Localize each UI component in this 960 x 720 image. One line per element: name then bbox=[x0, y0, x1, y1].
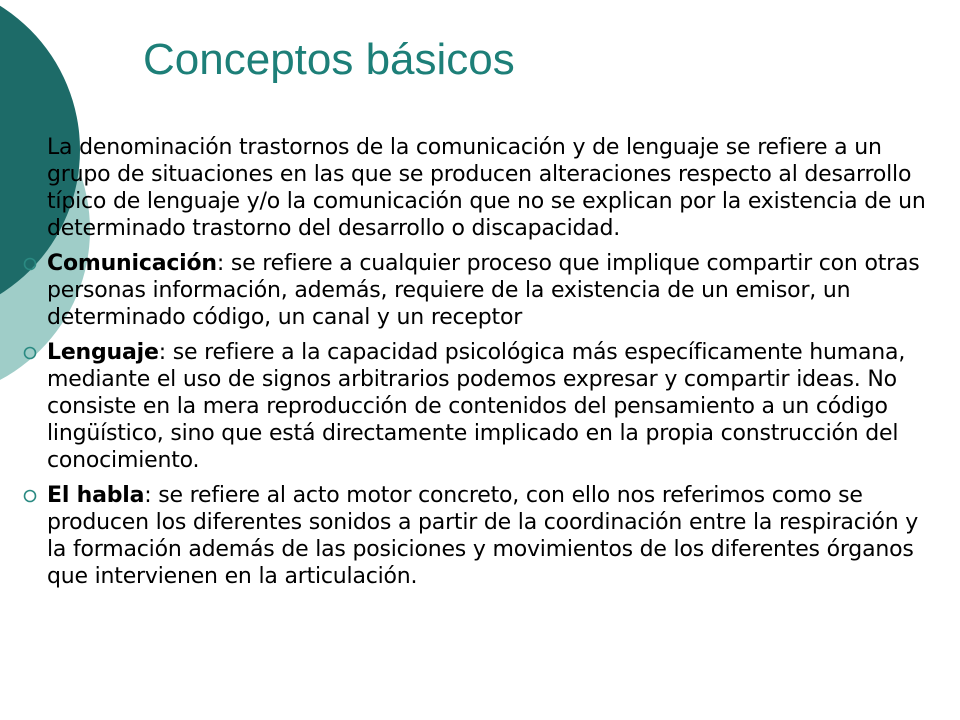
ring-bullet-icon bbox=[22, 345, 38, 361]
item-text: : se refiere a cualquier proceso que implique compartir con otras personas información, además, requiere de la existencia de un emisor, un determinado código, un canal y un receptor bbox=[47, 251, 920, 330]
list-item-intro bbox=[22, 134, 942, 242]
concept-list bbox=[22, 134, 942, 598]
item-text: : se refiere a la capacidad psicológica más específicamente humana, mediante el uso de signos arbitrarios podemos expresar y compartir ideas. No consiste en la mera reproducción de contenidos del pensamiento a un código lingüístico, sino que está directamente implicado en la propia construcción del conocimiento. bbox=[47, 340, 906, 473]
item-term: Lenguaje bbox=[47, 340, 159, 365]
ring-bullet-icon bbox=[22, 488, 38, 504]
list-item-lenguaje bbox=[22, 339, 942, 474]
item-text: : se refiere al acto motor concreto, con ello nos referimos como se producen los diferentes sonidos a partir de la coordinación entre la respiración y la formación además de las posiciones y movimientos de los diferentes órganos que intervienen en la articulación. bbox=[47, 483, 919, 589]
item-term: Comunicación bbox=[47, 251, 217, 276]
item-term: El habla bbox=[47, 483, 145, 508]
list-item-el-habla bbox=[22, 482, 942, 590]
list-item-comunicacion bbox=[22, 250, 942, 331]
slide-title: Conceptos básicos bbox=[143, 35, 515, 84]
item-text: La denominación trastornos de la comunicación y de lenguaje se refiere a un grupo de situaciones en las que se producen alteraciones respecto al desarrollo típico de lenguaje y/o la comunicación que no se explican por la existencia de un determinado trastorno del desarrollo o discapacidad. bbox=[47, 135, 926, 241]
ring-bullet-icon bbox=[22, 256, 38, 272]
